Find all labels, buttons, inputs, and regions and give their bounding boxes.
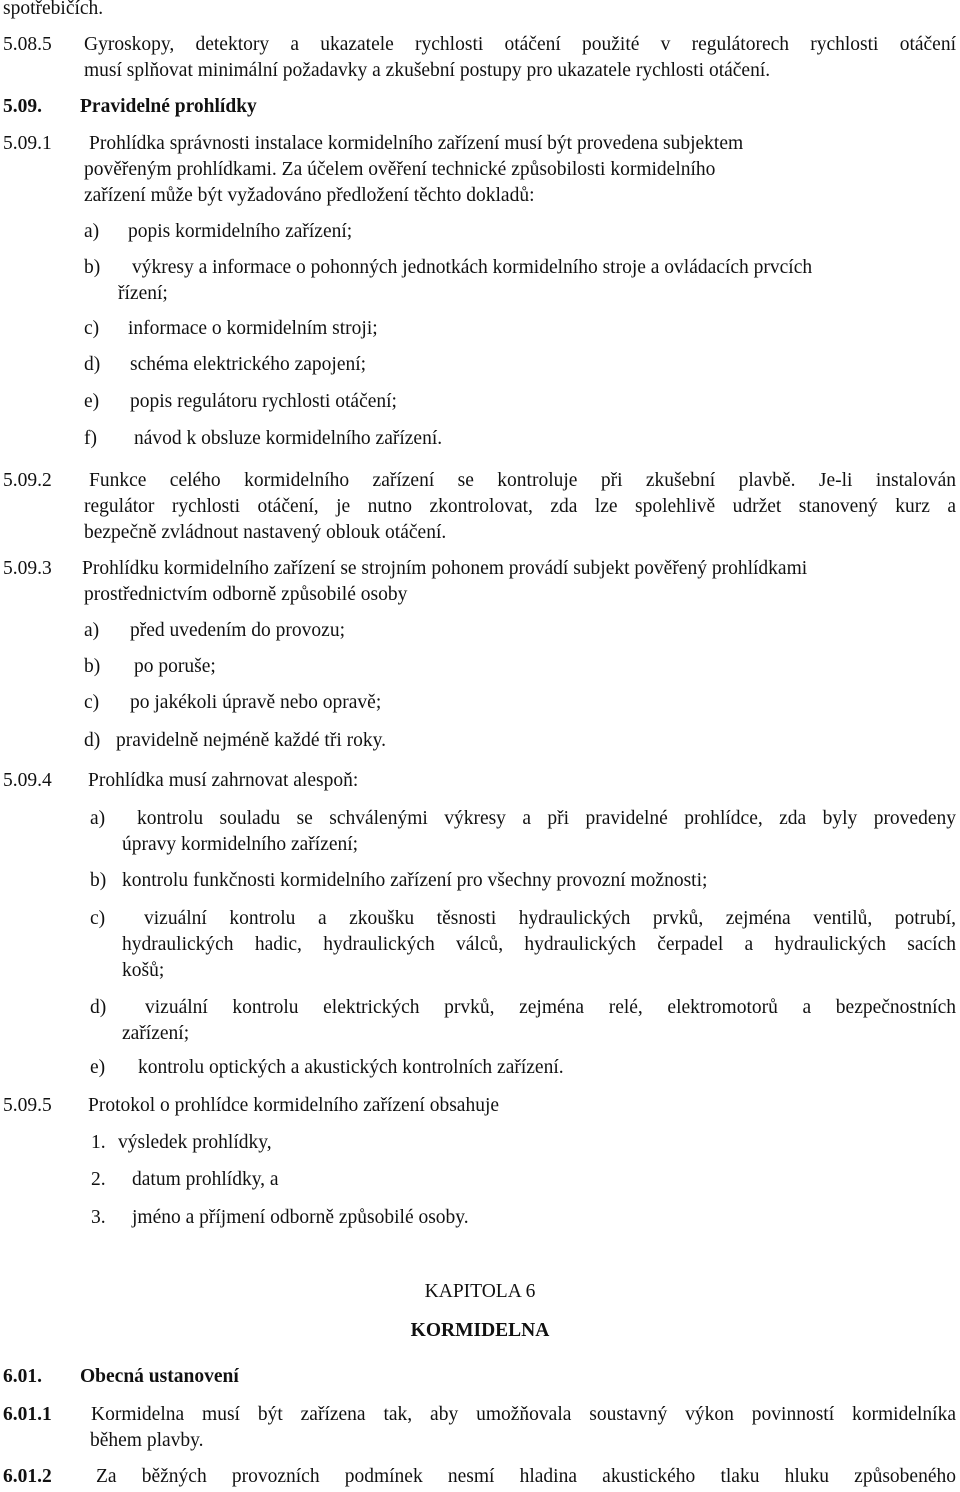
section-number-6-01-2: 6.01.2 — [3, 1466, 52, 1487]
list-label: 3. — [91, 1207, 106, 1228]
list-label: b) — [84, 257, 101, 278]
list-label: d) — [84, 354, 101, 375]
list-item-continuation: košů; — [122, 960, 165, 981]
section-5-09-2-line3: bezpečně zvládnout nastavený oblouk otáčení. — [84, 522, 447, 543]
list-item: vizuální kontrolu a zkoušku těsnosti hydraulických prvků, zejména ventilů, potrubí, — [144, 908, 956, 929]
section-number-5-09-3: 5.09.3 — [3, 558, 52, 579]
list-label: a) — [84, 221, 100, 242]
section-5-09-1-line2: pověřeným prohlídkami. Za účelem ověření technické způsobilosti kormidelního — [84, 159, 716, 180]
list-item-continuation: hydraulických hadic, hydraulických válců, hydraulických čerpadel a hydraulických sacích — [122, 934, 956, 955]
section-5-09-2-line2: regulátor rychlosti otáčení, je nutno zkontrolovat, zda lze spolehlivě udržet stanovený kurz a — [84, 496, 956, 517]
section-5-09-3-line1: Prohlídku kormidelního zařízení se strojním pohonem provádí subjekt pověřený prohlídkami — [82, 558, 808, 579]
list-label: e) — [84, 391, 100, 412]
list-item: kontrolu optických a akustických kontrolních zařízení. — [138, 1057, 564, 1078]
section-5-09-1-line1: Prohlídka správnosti instalace kormidelního zařízení musí být provedena subjektem — [89, 133, 744, 154]
list-label: c) — [84, 318, 100, 339]
section-6-01-1-line2: během plavby. — [90, 1430, 204, 1451]
list-label: a) — [90, 808, 106, 829]
list-item: před uvedením do provozu; — [130, 620, 345, 641]
list-label: d) — [90, 997, 107, 1018]
section-number-5-08-5: 5.08.5 — [3, 34, 52, 55]
section-5-09-3-line2: prostřednictvím odborně způsobilé osoby — [84, 584, 408, 605]
section-6-01-title: Obecná ustanovení — [80, 1366, 239, 1387]
list-label: e) — [90, 1057, 106, 1078]
section-5-08-5-line2: musí splňovat minimální požadavky a zkušební postupy pro ukazatele rychlosti otáčení. — [84, 60, 771, 81]
section-5-09-1-line3: zařízení může být vyžadováno předložení těchto dokladů: — [84, 185, 535, 206]
list-item: kontrolu souladu se schválenými výkresy a při pravidelné prohlídce, zda byly provedeny — [137, 808, 956, 829]
list-item: kontrolu funkčnosti kormidelního zařízení pro všechny provozní možnosti; — [122, 870, 708, 891]
list-label: f) — [84, 428, 97, 449]
list-item: vizuální kontrolu elektrických prvků, zejména relé, elektromotorů a bezpečnostních — [145, 997, 956, 1018]
chapter-title: KORMIDELNA — [410, 1320, 550, 1341]
list-item: jméno a příjmení odborně způsobilé osoby. — [132, 1207, 469, 1228]
section-5-09-title: Pravidelné prohlídky — [80, 96, 257, 117]
list-item: informace o kormidelním stroji; — [128, 318, 378, 339]
list-label: b) — [90, 870, 107, 891]
list-label: b) — [84, 656, 101, 677]
list-label: 1. — [91, 1132, 106, 1153]
section-number-5-09-1: 5.09.1 — [3, 133, 52, 154]
section-number-5-09-2: 5.09.2 — [3, 470, 52, 491]
section-5-09-2-line1: Funkce celého kormidelního zařízení se kontroluje při zkušební plavbě. Je-li instalován — [89, 470, 956, 491]
list-item: popis kormidelního zařízení; — [128, 221, 353, 242]
section-6-01-2-line1: Za běžných provozních podmínek nesmí hladina akustického tlaku hluku způsobeného — [96, 1466, 956, 1487]
list-item: schéma elektrického zapojení; — [130, 354, 367, 375]
list-label: 2. — [91, 1169, 106, 1190]
list-label: d) — [84, 730, 101, 751]
section-number-5-09-5: 5.09.5 — [3, 1095, 52, 1116]
section-5-09-5-title: Protokol o prohlídce kormidelního zařízení obsahuje — [88, 1095, 500, 1116]
list-item: po jakékoli úpravě nebo opravě; — [130, 692, 382, 713]
list-item: datum prohlídky, a — [132, 1169, 279, 1190]
list-item: popis regulátoru rychlosti otáčení; — [130, 391, 397, 412]
list-item: pravidelně nejméně každé tři roky. — [116, 730, 386, 751]
list-item-continuation: úpravy kormidelního zařízení; — [122, 834, 359, 855]
list-label: c) — [84, 692, 100, 713]
chapter-label: KAPITOLA 6 — [424, 1281, 536, 1302]
list-item-continuation: zařízení; — [122, 1023, 190, 1044]
list-item: návod k obsluze kormidelního zařízení. — [134, 428, 443, 449]
list-label: c) — [90, 908, 106, 929]
list-item: po poruše; — [134, 656, 216, 677]
section-number-5-09-4: 5.09.4 — [3, 770, 52, 791]
list-item: výkresy a informace o pohonných jednotkách kormidelního stroje a ovládacích prvcích — [132, 257, 813, 278]
section-number-5-09: 5.09. — [3, 96, 42, 117]
list-label: a) — [84, 620, 100, 641]
list-item-continuation: řízení; — [118, 283, 168, 304]
section-5-09-4-title: Prohlídka musí zahrnovat alespoň: — [88, 770, 359, 791]
section-number-6-01-1: 6.01.1 — [3, 1404, 52, 1425]
list-item: výsledek prohlídky, — [118, 1132, 272, 1153]
section-5-08-5-line1: Gyroskopy, detektory a ukazatele rychlosti otáčení použité v regulátorech rychlosti otáčení — [84, 34, 956, 55]
carry-over-text: spotřebičích. — [3, 0, 104, 19]
section-number-6-01: 6.01. — [3, 1366, 42, 1387]
section-6-01-1-line1: Kormidelna musí být zařízena tak, aby umožňovala soustavný výkon povinností kormidelníka — [91, 1404, 956, 1425]
